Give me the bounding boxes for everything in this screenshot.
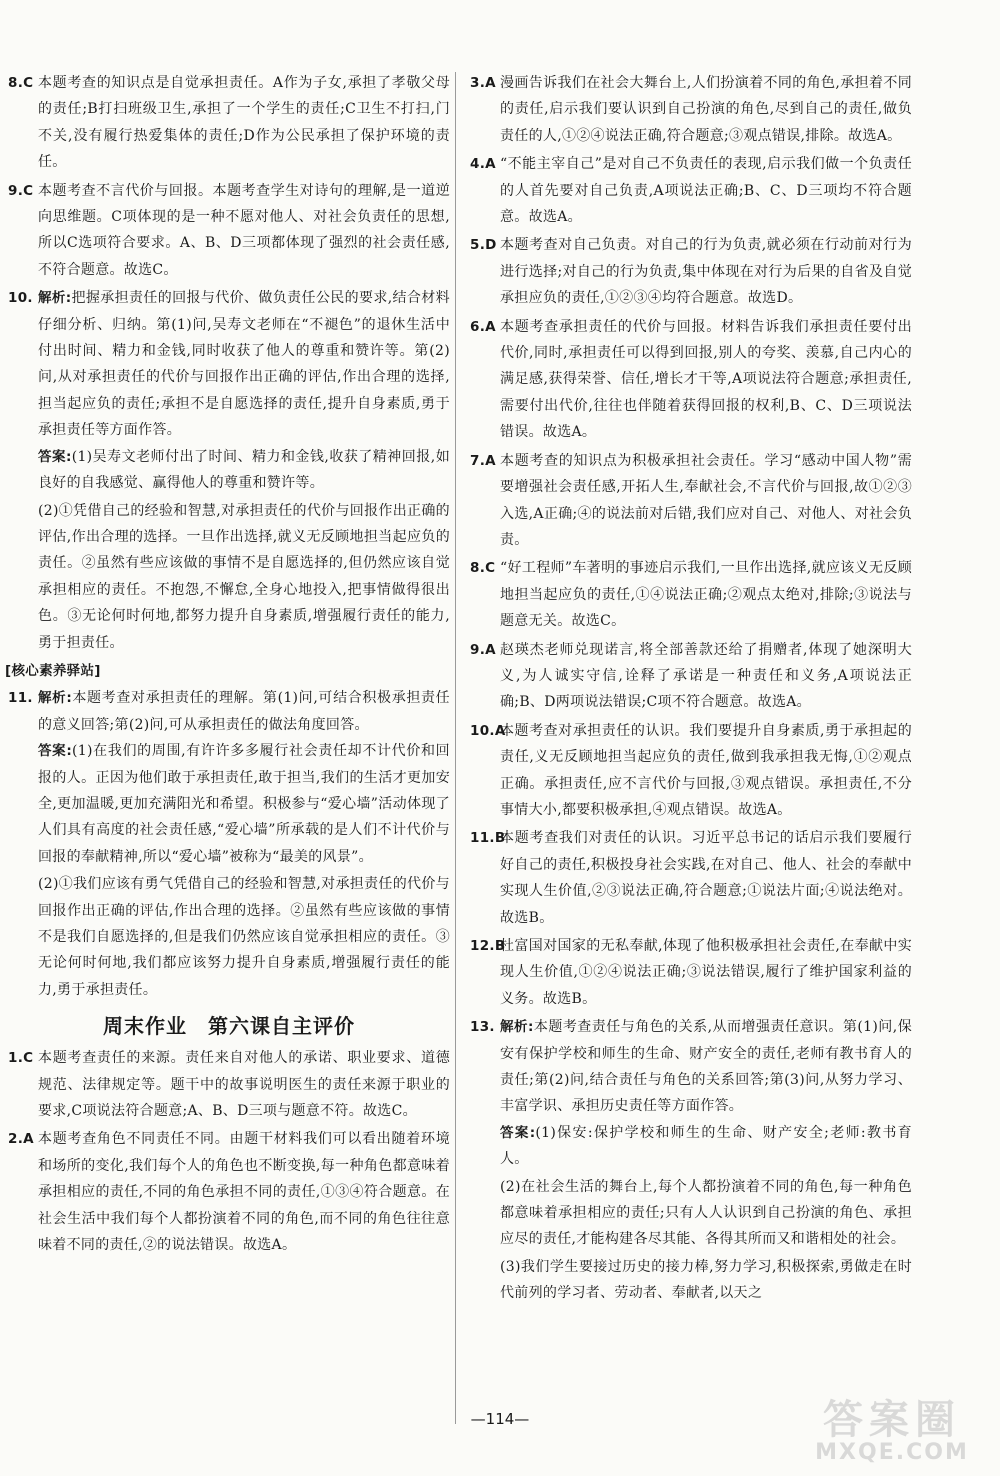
item-number: 3.A: [470, 75, 496, 91]
analysis-text: 本题考查责任与角色的关系,从而增强责任意识。第(1)问,保安有保护学校和师生的生命、财产安全的责任,老师有教书育人的责任;第(2)问,结合责任与角色的关系回答;第(3)问,从努力学习、丰富学识、承担历史责任等方面作答。: [500, 1019, 912, 1115]
item-text: “不能主宰自己”是对自己不负责任的表现,启示我们做一个负责任的人首先要对自己负责,A项说法正确;B、C、D三项均不符合题意。故选A。: [500, 156, 912, 226]
answer-paragraph: (2)在社会生活的舞台上,每个人都扮演着不同的角色,每一种角色都意味着承担相应的责任;只有人人认识到自己扮演的角色、承担应尽的责任,才能构建各尽其能、各得其所而又和谐相处的社会。: [500, 1178, 912, 1248]
answer-item-w10: [470, 718, 912, 824]
answer-text: (1)在我们的周围,有许许多多履行社会责任却不计代价和回报的人。正因为他们敢于承担责任,敢于担当,我们的生活才更加安全,更加温暖,更加充满阳光和希望。积极参与“爱心墙”活动体现了人们具有高度的社会责任感,“爱心墙”所承载的是人们不计代价与回报的奉献精神,所以“爱心墙”被称为“最美的风景”。: [38, 743, 450, 865]
item-number: 8.C: [470, 560, 496, 577]
item-number: 9.A: [470, 641, 496, 658]
item-number: 11.B: [470, 830, 506, 847]
answer-item-w13: [470, 1014, 912, 1306]
answer-paragraph: [38, 738, 450, 870]
item-number: 5.D: [470, 237, 497, 254]
answer-item-w7: [470, 448, 912, 554]
item-text: 杜富国对国家的无私奉献,体现了他积极承担社会责任,在奉献中实现人生价值,①②④说法正确;③说法错误,履行了维护国家利益的义务。故选B。: [500, 938, 912, 1007]
watermark-bottom: MXQE.COM: [815, 1440, 969, 1465]
answer-item-9: [8, 178, 450, 284]
watermark-top: 答案圈: [823, 1397, 961, 1443]
answer-item-w4: [470, 151, 912, 230]
watermark-logo: [792, 1398, 992, 1468]
answer-item-w2: [8, 1126, 450, 1258]
item-text: 本题考查责任的来源。责任来自对他人的承诺、职业要求、道德规范、法律规定等。题干中的故事说明医生的责任来源于职业的要求,C项说法符合题意;A、B、D三项与题意不符。故选C。: [38, 1050, 450, 1120]
analysis-label: 解析:: [38, 690, 73, 707]
answer-label: 答案:: [38, 448, 72, 465]
item-number: 12.B: [470, 938, 506, 954]
item-number: 10.: [8, 290, 33, 307]
item-text: 本题考查对自己负责。对自己的行为负责,就必须在行动前对行为进行选择;对自己的行为负责,集中体现在对行为后果的自省及自觉承担应负的责任,①②③④均符合题意。故选D。: [500, 237, 912, 307]
item-text: 本题考查的知识点是自觉承担责任。A作为子女,承担了孝敬父母的责任;B打扫班级卫生,承担了一个学生的责任;C卫生不打扫,门不关,没有履行热爱集体的责任;D作为公民承担了保护环境的责任。: [38, 75, 450, 171]
answer-item-w1: [8, 1045, 450, 1124]
item-number: 11.: [8, 690, 33, 707]
answer-paragraph: [38, 444, 450, 497]
answer-text: (1)吴寿文老师付出了时间、精力和金钱,收获了精神回报,如良好的自我感觉、赢得他人的尊重和赞许等。: [38, 448, 450, 492]
item-text: 本题考查角色不同责任不同。由题干材料我们可以看出随着环境和场所的变化,我们每个人的角色也不断变换,每一种角色都意味着承担相应的责任,不同的角色承担不同的责任,①③④符合题意。在社会生活中我们每个人都扮演着不同的角色,而不同的角色往往意味着不同的责任,②的说法错误。故选A。: [38, 1131, 450, 1254]
answer-paragraph: [500, 1120, 912, 1173]
answer-item-10: [8, 285, 450, 656]
item-number: 9.C: [8, 182, 34, 199]
analysis-label: 解析:: [500, 1019, 534, 1036]
analysis-label: 解析:: [38, 290, 72, 307]
answer-item-w11: [470, 825, 912, 931]
item-text: 漫画告诉我们在社会大舞台上,人们扮演着不同的角色,承担着不同的责任,启示我们要认识到自己扮演的角色,尽到自己的责任,做负责任的人,①②④说法正确,符合题意;③观点错误,排除。故选A。: [500, 75, 912, 144]
answer-paragraph: (2)①凭借自己的经验和智慧,对承担责任的代价与回报作出正确的评估,作出合理的选择。一旦作出选择,就义无反顾地担当起应负的责任。②虽然有些应该做的事情不是自愿选择的,但仍然应该自觉承担相应的责任。不抱怨,不懈怠,全身心地投入,把事情做得很出色。③无论何时何地,都努力提升自身素质,增强履行责任的能力,勇于担责任。: [38, 502, 450, 651]
answer-paragraph: (2)①我们应该有勇气凭借自己的经验和智慧,对承担责任的代价与回报作出正确的评估,作出合理的选择。②虽然有些应该做的事情不是我们自愿选择的,但是我们仍然应该自觉承担相应的责任。③无论何时何地,我们都应该努力提升自身素质,增强履行责任的能力,勇于承担责任。: [38, 876, 450, 998]
answer-item-w8: [470, 555, 912, 634]
item-text: 本题考查承担责任的代价与回报。材料告诉我们承担责任要付出代价,同时,承担责任可以得到回报,别人的夸奖、羡慕,自己内心的满足感,获得荣誉、信任,增长才干等,A项说法符合题意;承担责任,需要付出代价,往往也伴随着获得回报的权利,B、C、D三项说法错误。故选A。: [500, 318, 912, 441]
answer-text: (1)保安:保护学校和师生的生命、财产安全;老师:教书育人。: [500, 1124, 912, 1168]
left-column: [5, 70, 450, 1260]
item-text: 本题考查的知识点为积极承担社会责任。学习“感动中国人物”需要增强社会责任感,开拓人生,奉献社会,不言代价与回报,故①②③入选,A正确;④的说法前对后错,我们应对自己、对他人、对社会负责。: [500, 452, 912, 548]
answer-item-w12: [470, 933, 912, 1012]
answer-label: 答案:: [500, 1124, 536, 1141]
item-number: 13.: [470, 1019, 495, 1036]
item-text: 本题考查我们对责任的认识。习近平总书记的话启示我们要履行好自己的责任,积极投身社会实践,在对自己、他人、社会的奉献中实现人生价值,②③说法正确,符合题意;①说法片面;④说法绝对。故选B。: [500, 830, 912, 926]
item-number: 1.C: [8, 1050, 34, 1067]
item-number: 8.C: [8, 75, 34, 91]
analysis-text: 本题考查对承担责任的理解。第(1)问,可结合积极承担责任的意义回答;第(2)问,可从承担责任的做法角度回答。: [38, 690, 450, 733]
answer-item-8: [8, 70, 450, 176]
item-number: 2.A: [8, 1131, 34, 1148]
column-divider: [455, 72, 456, 1424]
section-heading: [核心素养驿站]: [5, 662, 101, 679]
page-number: —114—: [470, 1410, 530, 1428]
section-title: 周末作业 第六课自主评价: [103, 1014, 355, 1039]
item-number: 7.A: [470, 452, 496, 469]
analysis-text: 把握承担责任的回报与代价、做负责任公民的要求,结合材料仔细分析、归纳。第(1)问,吴寿文老师在“不褪色”的退休生活中付出时间、精力和金钱,同时收获了他人的尊重和赞许等。第(2)问,从对承担责任的代价与回报作出正确的评估,作出合理的选择,担当起应负的责任;承担不是自愿选择的责任,提升自身素质,勇于承担责任等方面作答。: [38, 290, 450, 439]
item-text: 赵瑛杰老师兑现诺言,将全部善款还给了捐赠者,体现了她深明大义,为人诚实守信,诠释了承诺是一种责任和义务,A项说法正确;B、D两项说法错误;C项不符合题意。故选A。: [500, 641, 912, 711]
item-text: “好工程师”车著明的事迹启示我们,一旦作出选择,就应该义无反顾地担当起应负的责任,①④说法正确;②观点太绝对,排除;③说法与题意无关。故选C。: [500, 560, 912, 630]
item-number: 10.A: [470, 722, 506, 739]
answer-item-w3: [470, 70, 912, 149]
item-number: 4.A: [470, 156, 496, 173]
answer-label: 答案:: [38, 743, 73, 760]
right-column: [470, 70, 912, 1309]
item-text: 本题考查不言代价与回报。本题考查学生对诗句的理解,是一道逆向思维题。C项体现的是一种不愿对他人、对社会负责任的思想,所以C选项符合要求。A、B、D三项都体现了强烈的社会责任感,不符合题意。故选C。: [38, 182, 450, 278]
answer-item-w6: [470, 314, 912, 446]
answer-item-w9: [470, 637, 912, 716]
answer-paragraph: (3)我们学生要接过历史的接力棒,努力学习,积极探索,勇做走在时代前列的学习者、劳动者、奉献者,以天之: [500, 1258, 912, 1302]
answer-item-w5: [470, 232, 912, 311]
item-number: 6.A: [470, 318, 496, 335]
answer-item-11: [8, 685, 450, 1003]
item-text: 本题考查对承担责任的认识。我们要提升自身素质,勇于承担起的责任,义无反顾地担当起应负的责任,做到我承担我无悔,①②观点正确。承担责任,应不言代价与回报,③观点错误。承担责任,不分事情大小,都要积极承担,④观点错误。故选A。: [500, 722, 912, 818]
